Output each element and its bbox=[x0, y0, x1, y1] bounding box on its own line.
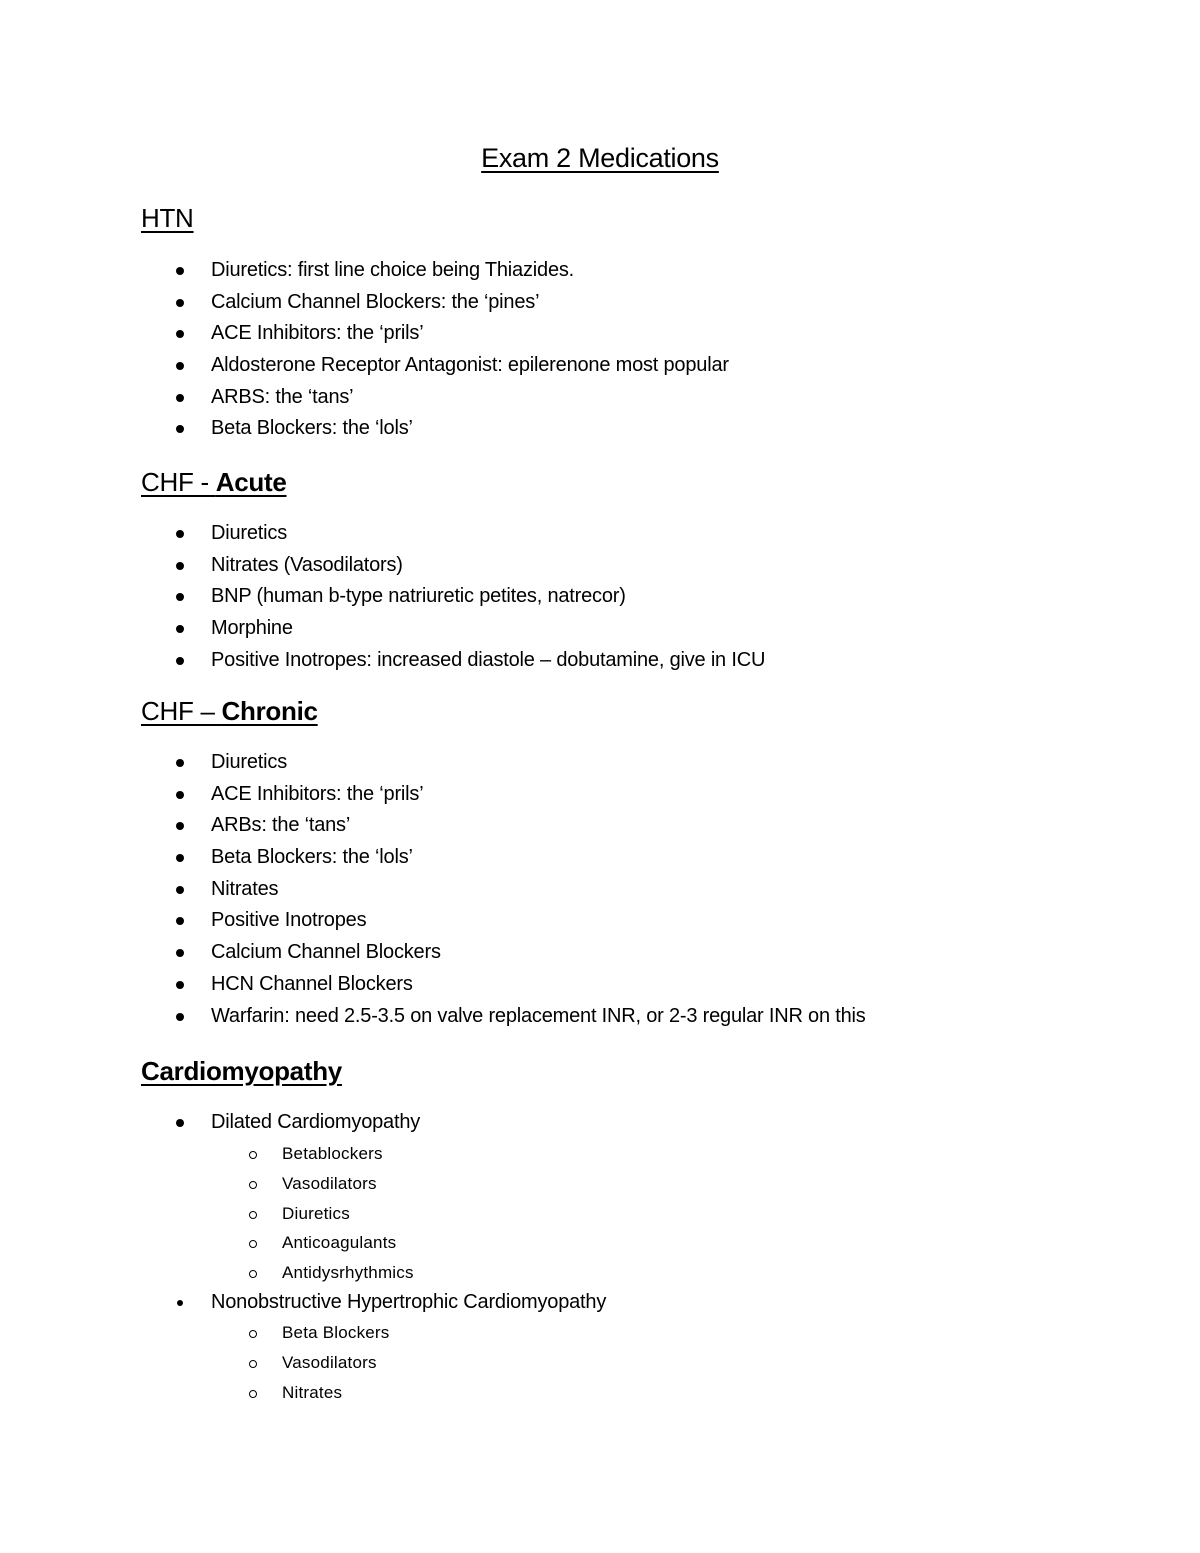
bullet-icon bbox=[176, 394, 184, 402]
heading-suffix: Chronic bbox=[221, 696, 318, 726]
hollow-bullet-icon bbox=[249, 1330, 257, 1338]
bullet-icon bbox=[176, 949, 184, 957]
bullet-icon bbox=[176, 1119, 184, 1127]
hollow-bullet-icon bbox=[249, 1181, 257, 1189]
bullet-icon bbox=[176, 917, 184, 925]
bullet-icon bbox=[176, 791, 184, 799]
hollow-bullet-icon bbox=[249, 1240, 257, 1248]
document-page: Exam 2 Medications HTN Diuretics: first line choice being Thiazides. Calcium Channel Blockers: the ‘pines’ ACE Inhibitors: the ‘prils’ Aldosterone Receptor Antagonist: epilerenone most popular ARBS: the ‘tans’ Beta Blockers: the ‘lols’ CHF - Acute Diuretics Nitrates (Vasodilators) BNP (human b-type natriuretic petites, natrecor) Morphine Positive Inotropes: increased diastole – dobutamine, give in ICU CHF – Chronic Diuretics ACE Inhibitors: the ‘prils’ ARBs: the ‘tans’ Beta Blockers: the ‘lols’ Nitrates Positive Inotropes Calcium Channel Blockers HCN Channel Blockers Warfarin: need 2.5-3.5 on valve replacement INR, or 2-3 regular INR on this Cardiomyopathy Dilated Cardiomyopathy Betablockers Vasodilators Diuretics Anticoagulants Antidysrhythmics Nonobstructive Hypertrophic Cardiomyopathy Beta Blockers Vasodilators Nitrates bbox=[0, 0, 1200, 1553]
bullet-icon bbox=[176, 657, 184, 665]
bullet-icon bbox=[176, 562, 184, 570]
hollow-bullet-icon bbox=[249, 1151, 257, 1159]
bullet-icon bbox=[176, 425, 184, 433]
hollow-bullet-icon bbox=[249, 1390, 257, 1398]
heading-prefix: CHF – bbox=[141, 696, 222, 726]
bullet-icon bbox=[177, 1300, 183, 1306]
hollow-bullet-icon bbox=[249, 1270, 257, 1278]
heading-prefix: CHF - bbox=[141, 467, 216, 497]
bullet-icon bbox=[176, 625, 184, 633]
bullet-icon bbox=[176, 1013, 184, 1021]
bullet-icon bbox=[176, 267, 184, 275]
bullet-icon bbox=[176, 330, 184, 338]
bullet-icon bbox=[176, 530, 184, 538]
hollow-bullet-icon bbox=[249, 1360, 257, 1368]
bullet-icon bbox=[176, 854, 184, 862]
bullet-icon bbox=[176, 362, 184, 370]
bullet-icon bbox=[176, 981, 184, 989]
section-heading-cardiomyopathy: Cardiomyopathy bbox=[141, 1056, 342, 1086]
heading-suffix: Acute bbox=[215, 467, 287, 497]
section-heading-htn: HTN bbox=[141, 203, 194, 233]
bullet-icon bbox=[176, 593, 184, 601]
hollow-bullet-icon bbox=[249, 1211, 257, 1219]
bullet-icon bbox=[176, 759, 184, 767]
bullet-icon bbox=[176, 886, 184, 894]
bullet-icon bbox=[176, 822, 184, 830]
bullet-icon bbox=[176, 299, 184, 307]
section-heading-chf-chronic bbox=[141, 696, 318, 727]
document-title: Exam 2 Medications bbox=[481, 143, 719, 173]
section-heading-chf-acute bbox=[141, 467, 287, 498]
